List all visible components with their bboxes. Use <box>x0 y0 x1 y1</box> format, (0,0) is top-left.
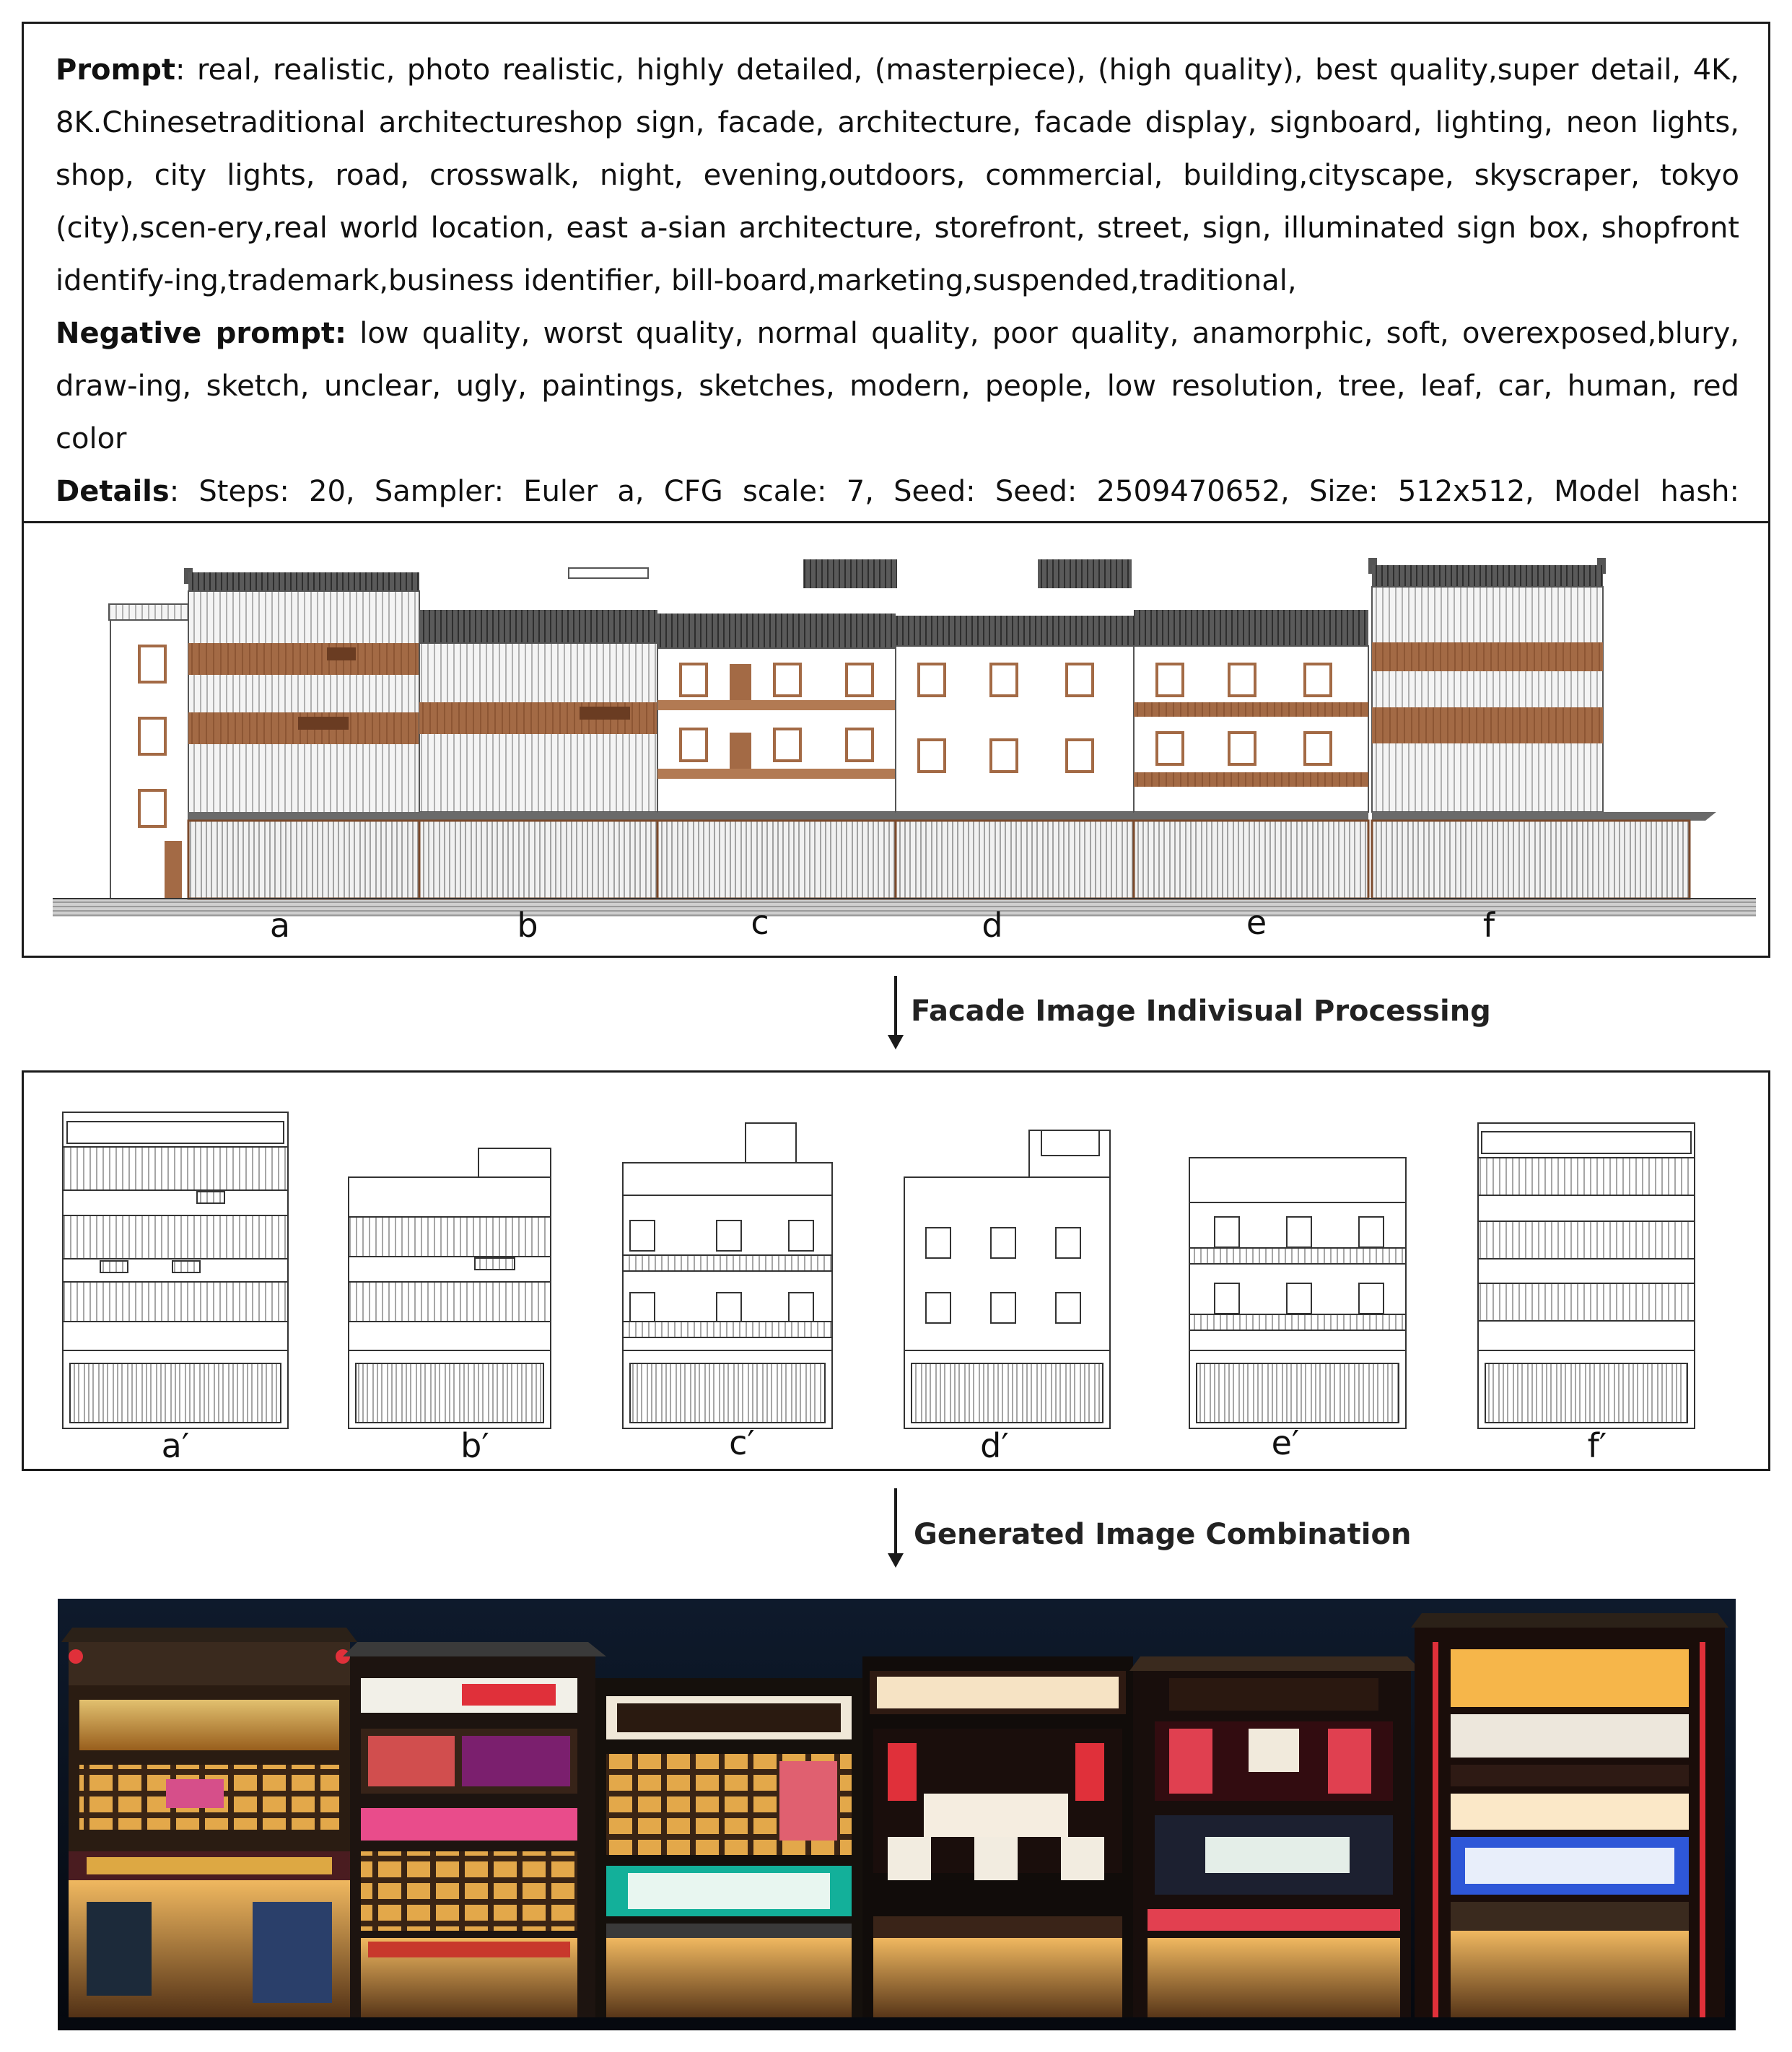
facade-label-b: b <box>517 906 538 945</box>
outline-d <box>904 1130 1110 1428</box>
prompt-text: real, realistic, photo realistic, highly detailed, (masterpiece), (high quality), best quality,super detail, 4K, 8K.Chinesetraditional architectureshop sign, facade, architecture, facade display, signboard, lighting, neon lights, shop, city lights, road, crosswalk, night, evening,outdoors, commercial, building,cityscape, skyscraper, tokyo (city),scen-ery,real world location, east a-sian architecture, storefront, street, sign, illuminated sign box, shopfront identify-ing,trademark,business identifier, bill-board,marketing,suspended,traditional, <box>56 53 1739 297</box>
step-2-label: Generated Image Combination <box>914 1518 1412 1551</box>
prompt-label: Prompt <box>56 53 175 87</box>
facade-label-f: f <box>1482 906 1495 945</box>
arrow-2-head <box>888 1553 904 1568</box>
outline-label-d: d′ <box>980 1426 1009 1465</box>
render-building-b <box>343 1642 606 2025</box>
process-arrow-2 <box>888 1488 904 1568</box>
prompt-details-box <box>22 22 1770 523</box>
generated-render-image <box>58 1599 1736 2030</box>
render-building-c <box>595 1678 862 2025</box>
building-e <box>1134 610 1368 899</box>
render-building-e <box>1129 1656 1422 2025</box>
outline-facades-drawing <box>24 1073 1768 1469</box>
negative-prompt-text: low quality, worst quality, normal quality, poor quality, anamorphic, soft, overexposed,blury, draw-ing, sketch, unclear, ugly, paintings, sketches, modern, people, low resolution, tree, leaf, car, human, red color <box>56 317 1740 455</box>
outline-f <box>1478 1123 1695 1428</box>
building-f <box>1368 558 1716 899</box>
outline-c <box>623 1123 832 1428</box>
outline-label-f: f′ <box>1587 1426 1607 1465</box>
building-d <box>896 559 1134 899</box>
outline-label-e: e′ <box>1271 1423 1300 1462</box>
arrow-2-shaft <box>894 1488 897 1555</box>
outline-a <box>63 1112 288 1428</box>
render-building-f <box>1411 1613 1728 2025</box>
negative-prompt-paragraph <box>56 307 1739 466</box>
building-c <box>657 559 897 899</box>
individual-outline-box <box>22 1070 1770 1471</box>
step-1-label: Facade Image Indivisual Processing <box>911 995 1491 1028</box>
building-a <box>184 568 419 899</box>
process-arrow-1 <box>888 976 904 1049</box>
details-text: Steps: 20, Sampler: Euler a, CFG scale: 7, Seed: Seed: 2509470652, Size: 512x512, Model hash: <box>198 475 1739 508</box>
render-building-a <box>61 1628 357 2025</box>
facade-label-a: a <box>269 906 291 945</box>
facade-label-d: d <box>982 906 1003 945</box>
facade-label-e: e <box>1246 903 1267 942</box>
facade-label-c: c <box>751 903 769 942</box>
render-building-d <box>862 1656 1133 2025</box>
street-facade-elevation-box <box>22 521 1770 958</box>
generated-street-render <box>58 1599 1736 2030</box>
negative-prompt-label: Negative prompt: <box>56 317 346 350</box>
prompt-separator: : <box>175 53 197 87</box>
outline-b <box>349 1148 551 1428</box>
outline-e <box>1189 1158 1406 1428</box>
outline-label-a: a′ <box>161 1426 190 1465</box>
prompt-paragraph <box>56 44 1739 307</box>
street-ground <box>53 899 1756 917</box>
arrow-1-shaft <box>894 976 897 1036</box>
outline-label-c: c′ <box>729 1423 755 1462</box>
details-label: Details <box>56 475 170 508</box>
details-separator: : <box>169 475 199 508</box>
street-facade-drawing <box>24 523 1768 956</box>
building-b <box>419 568 657 899</box>
left-annex <box>109 604 197 899</box>
arrow-1-head <box>888 1035 904 1049</box>
outline-label-b: b′ <box>460 1426 489 1465</box>
